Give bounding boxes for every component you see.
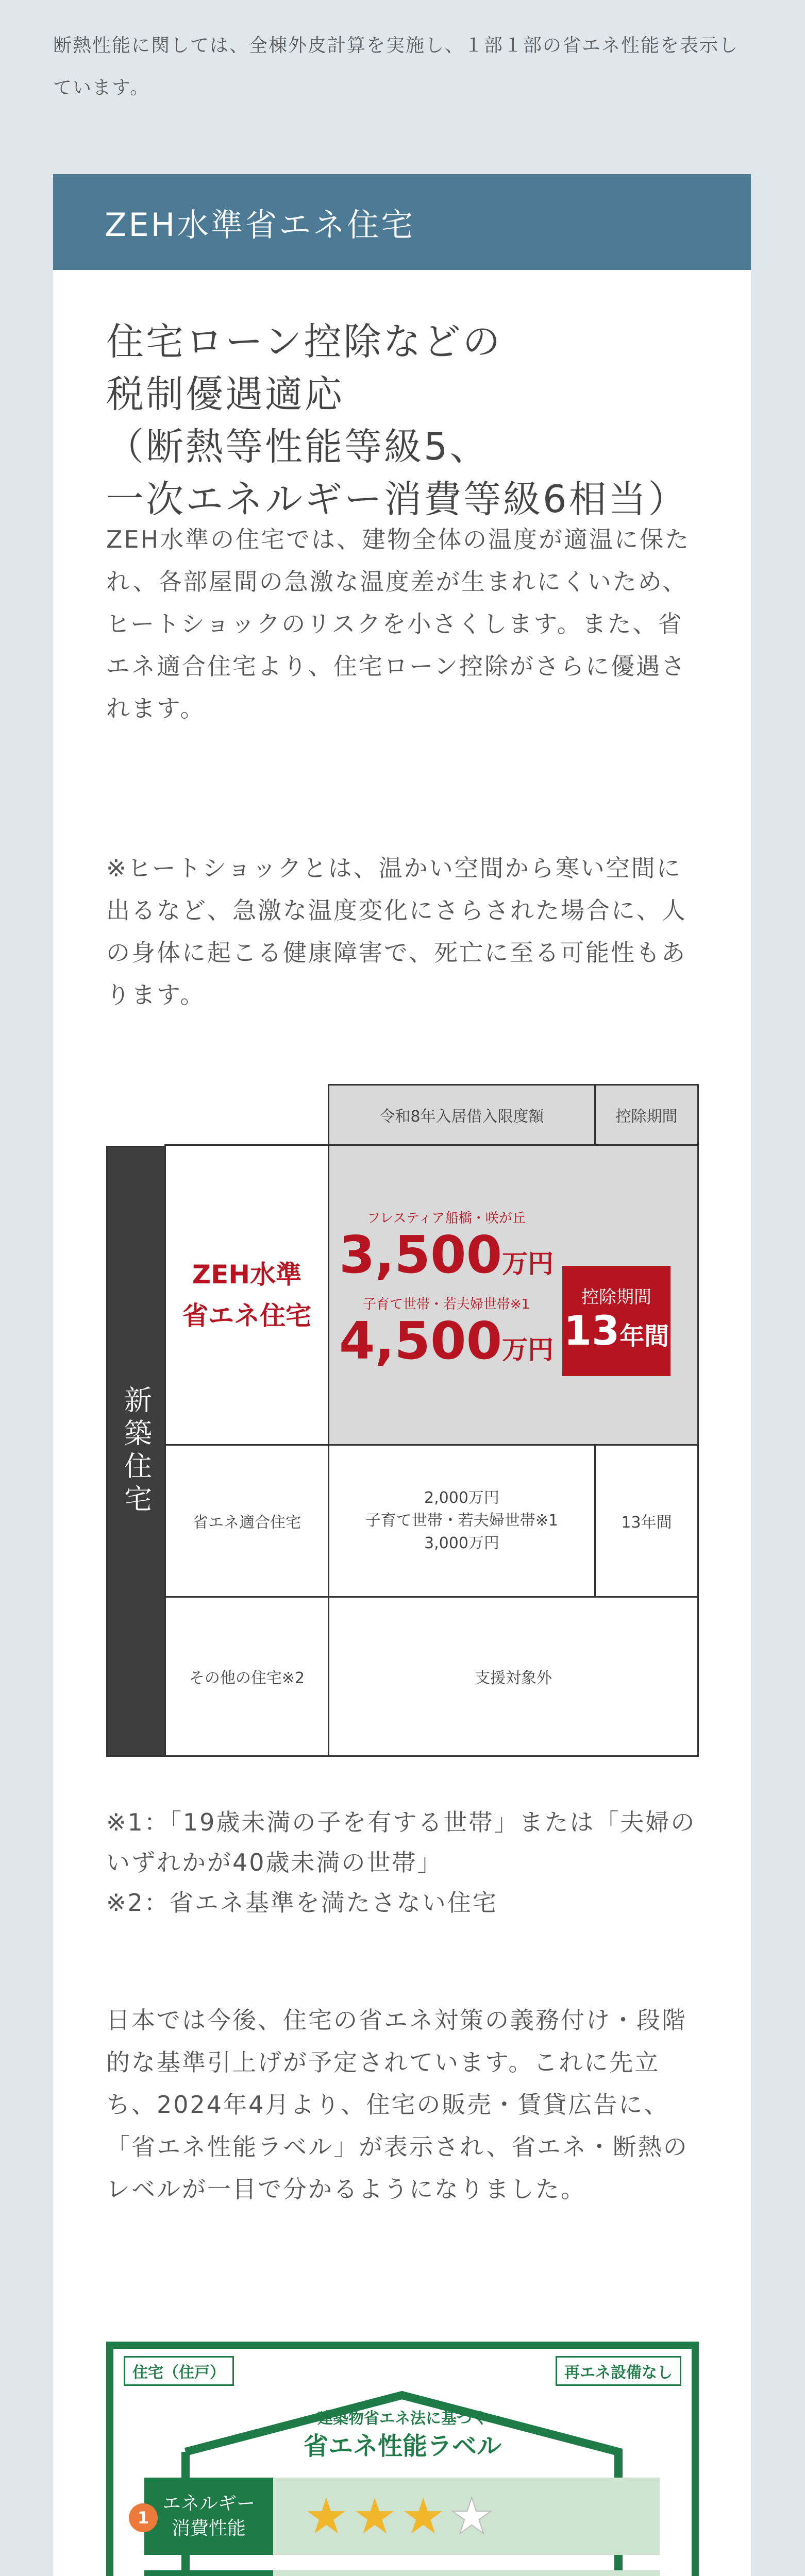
- zeh-amounts: [333, 1208, 560, 1369]
- energy-performance-label: [106, 2342, 699, 2576]
- sho-ene-amount-2: 3,000万円: [424, 1534, 499, 1552]
- row-label-zeh-text: ZEH水準 省エネ住宅: [182, 1259, 311, 1331]
- row-sho-ene-period: 13年間: [594, 1444, 699, 1598]
- note-1: ※1：「19歳未満の子を有する世帯」または「夫婦のいずれかが40歳未満の世帯」: [106, 1808, 696, 1876]
- badge-years: 13: [563, 1308, 620, 1354]
- star-filled-icon: ★: [304, 2487, 349, 2545]
- row-sho-ene-values: [328, 1444, 596, 1598]
- table-notes: [106, 1802, 699, 1923]
- side-label-new-house: 新築住宅: [106, 1146, 166, 1757]
- label-inner: [113, 2349, 692, 2576]
- insulation-steps: [273, 2570, 660, 2576]
- energy-row-head: エネルギー 消費性能: [144, 2478, 273, 2555]
- zeh-amount-2: 4,500: [339, 1311, 502, 1371]
- energy-row: [137, 2478, 660, 2555]
- row-label-zeh: [164, 1144, 329, 1446]
- insulation-row-head: [144, 2570, 273, 2576]
- badge-years-unit: 年間: [619, 1321, 669, 1351]
- zeh-unit-2: 万円: [502, 1335, 554, 1365]
- sho-ene-amount-1: 2,000万円: [424, 1489, 499, 1507]
- label-title-small: 建築物省エネ法に基づく: [317, 2410, 488, 2428]
- star-filled-icon: ★: [401, 2487, 446, 2545]
- zeh-card: [53, 174, 751, 2576]
- col-header-limit: 令和8年入居借入限度額: [328, 1084, 596, 1146]
- note-2: ※2：省エネ基準を満たさない住宅: [106, 1889, 498, 1917]
- heatshock-note: ※ヒートショックとは、温かい空間から寒い空間に出るなど、急激な温度変化にさらされた場合に、人の身体に起こる健康障害で、死亡に至る可能性もあります。: [106, 854, 687, 1009]
- heading-line: 一次エネルギー消費等級6相当）: [106, 478, 688, 521]
- label-tag-renewable: 再エネ設備なし: [556, 2356, 681, 2386]
- intro-text: 断熱性能に関しては、全棟外皮計算を実施し、１部１部の省エネ性能を表示しています。: [53, 35, 739, 98]
- heading-line: 税制優遇適応: [106, 372, 344, 416]
- label-tag-housing: 住宅（住戸）: [124, 2356, 234, 2386]
- star-filled-icon: ★: [353, 2487, 397, 2545]
- row-other-value: 支援対象外: [328, 1596, 699, 1757]
- zeh-sub-label-1: フレスティア船橋・咲が丘: [367, 1211, 526, 1226]
- card-header: ZEH水準省エネ住宅: [53, 174, 751, 270]
- heading-line: 住宅ローン控除などの: [106, 320, 502, 364]
- zeh-description: ZEH水準の住宅では、建物全体の温度が適温に保たれ、各部屋間の急激な温度差が生まれにくいため、ヒートショックのリスクを小さくします。また、省エネ適合住宅より、住宅ローン控除がさらに優遇されます。: [106, 526, 691, 722]
- badge-label: 控除期間: [581, 1286, 651, 1308]
- label-intro: 日本では今後、住宅の省エネ対策の義務付け・段階的な基準引上げが予定されています。これに先立ち、2024年4月より、住宅の販売・賃貸広告に、「省エネ性能ラベル」が表示され、省エネ・断熱のレベルが一目で分かるようになりました。: [106, 2006, 689, 2203]
- row-label-sho-ene: 省エネ適合住宅: [164, 1444, 329, 1598]
- deduction-period-badge: [562, 1266, 670, 1376]
- section-heading: [106, 316, 699, 526]
- insulation-row: [144, 2570, 660, 2576]
- star-empty-icon: ★: [449, 2487, 494, 2545]
- zeh-unit-1: 万円: [502, 1249, 554, 1279]
- sho-ene-sub-label: 子育て世帯・若夫婦世帯※1: [365, 1512, 559, 1530]
- star-rating: [273, 2478, 660, 2555]
- zeh-amount-1: 3,500: [339, 1225, 502, 1285]
- row-label-other: その他の住宅※2: [164, 1596, 329, 1757]
- heading-line: （断熱等性能等級5、: [106, 425, 490, 469]
- callout-circle-1: 1: [129, 2503, 158, 2532]
- label-title: 省エネ性能ラベル: [303, 2432, 501, 2461]
- col-header-period: 控除期間: [594, 1084, 699, 1146]
- zeh-sub-label-2: 子育て世帯・若夫婦世帯※1: [362, 1297, 530, 1312]
- loan-deduction-table: [106, 1084, 699, 1757]
